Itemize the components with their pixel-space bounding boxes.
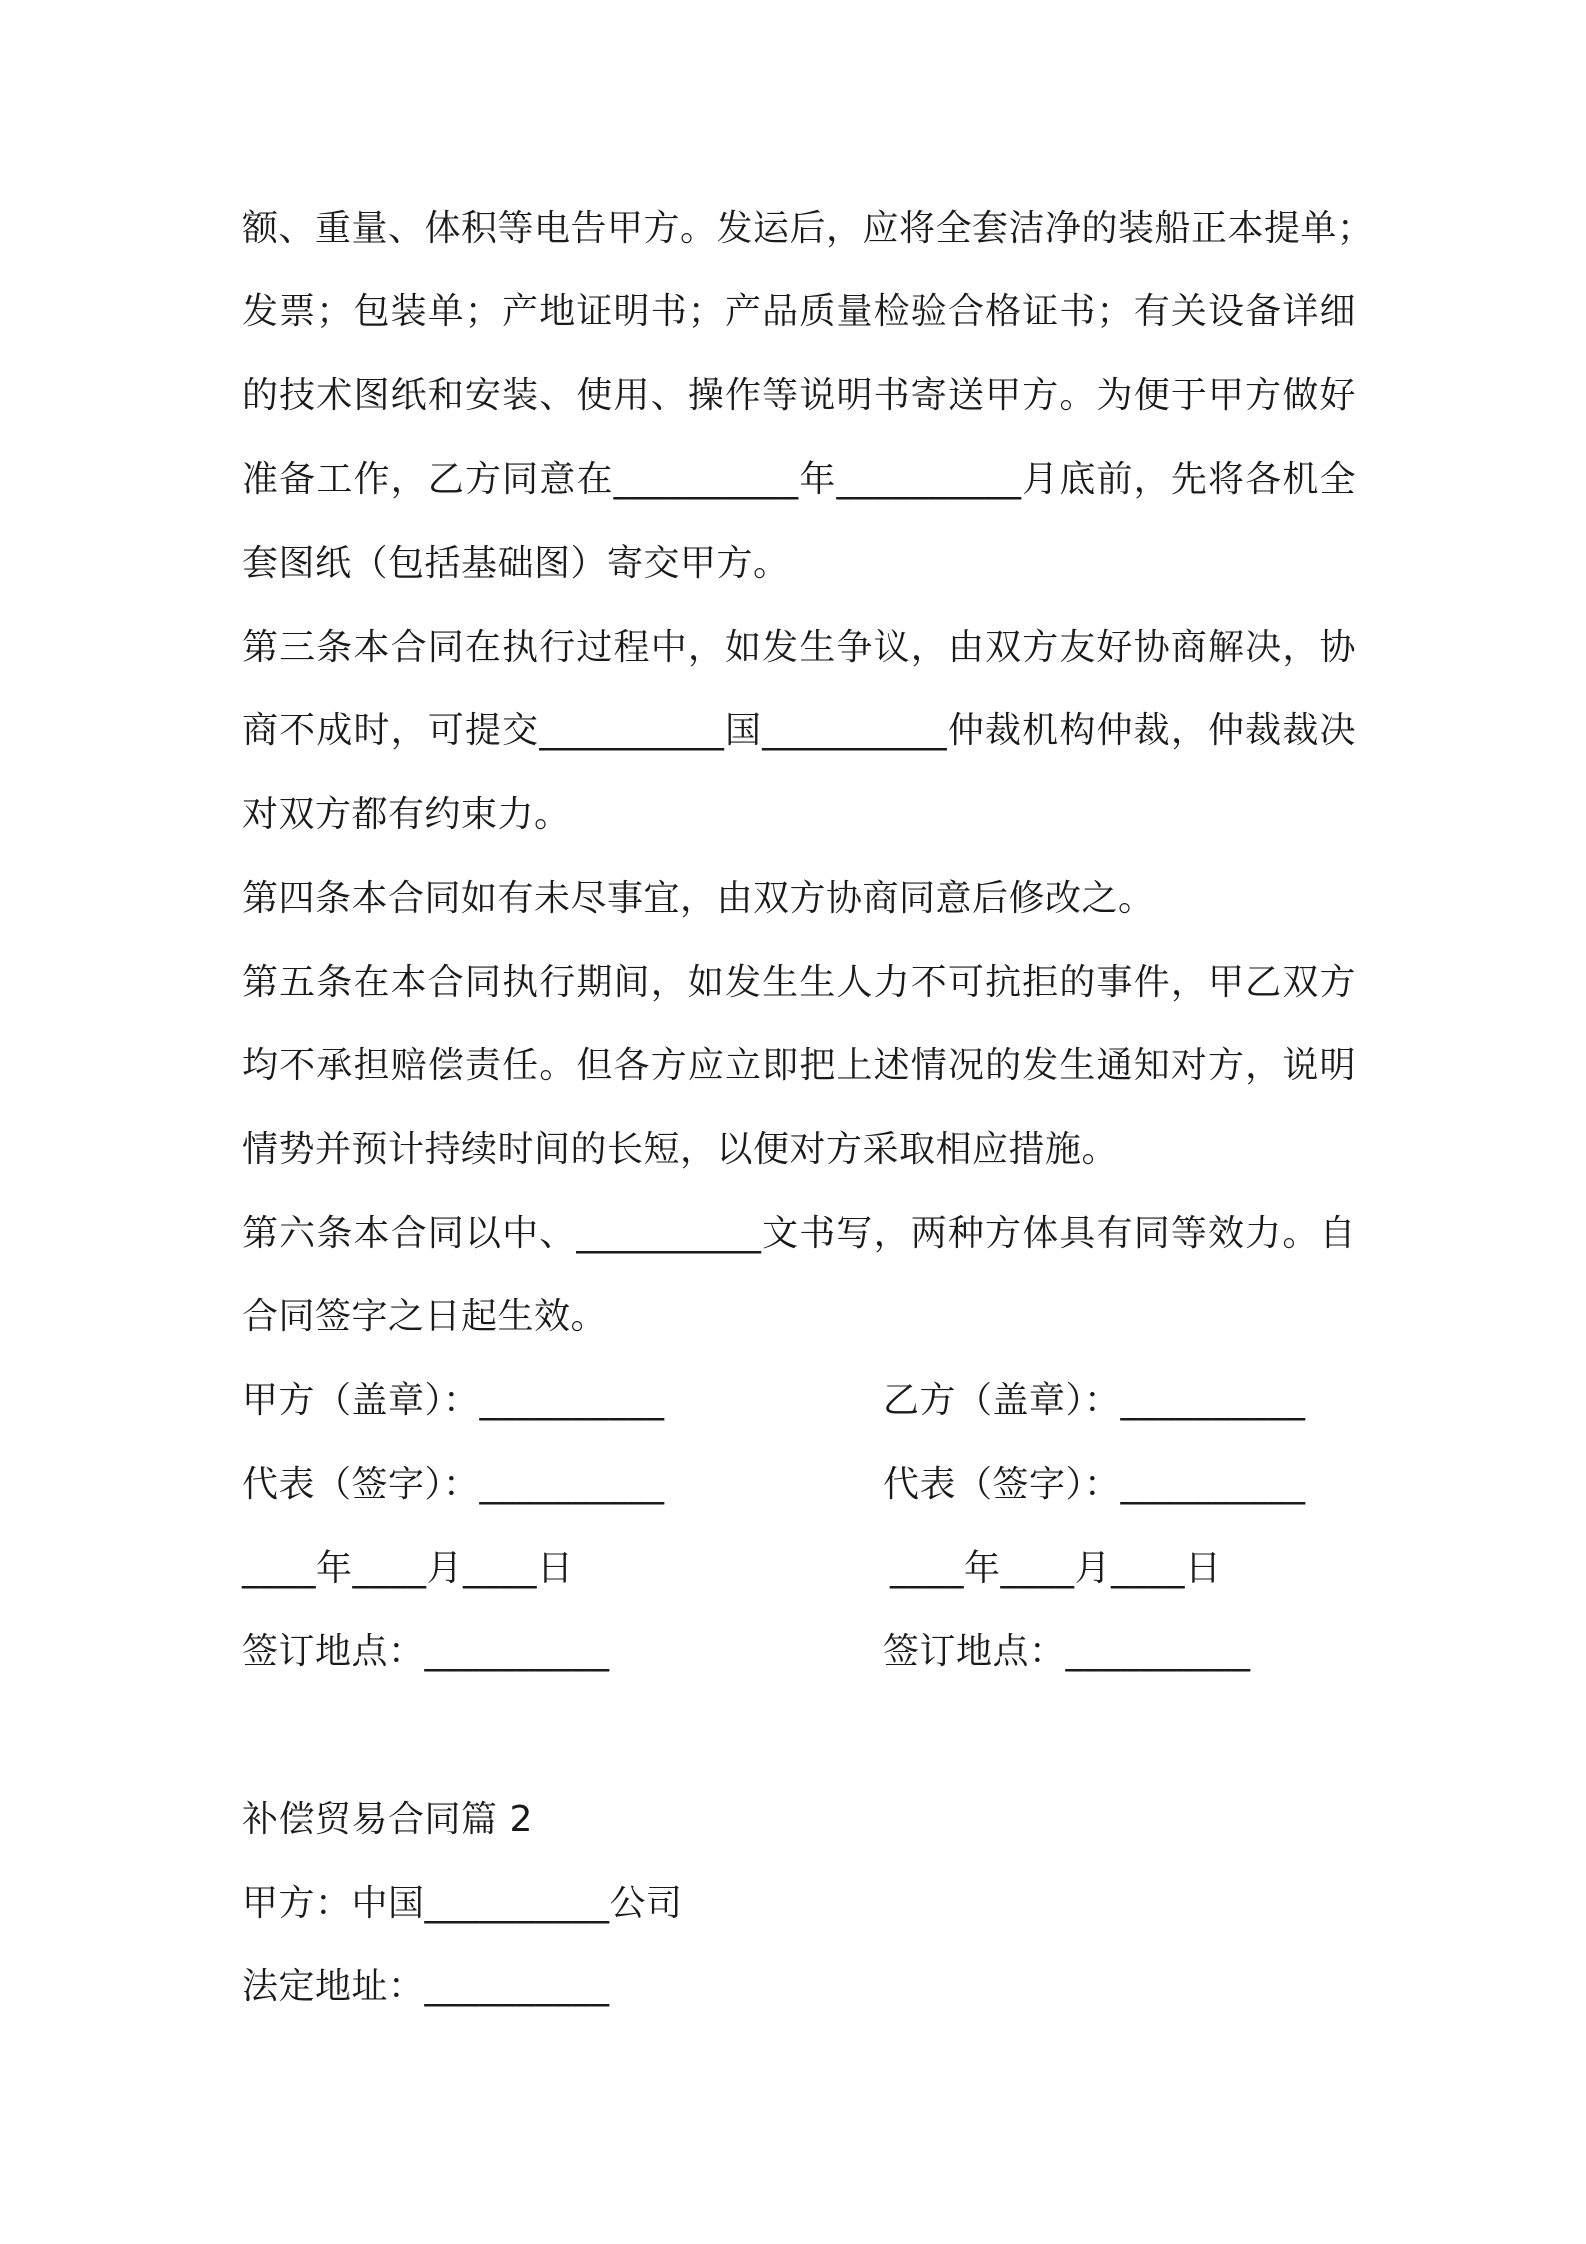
article-4-line: 第四条本合同如有未尽事宜，由双方协商同意后修改之。 [242, 878, 1155, 919]
article-6-line: 合同签字之日起生效。 [242, 1296, 608, 1337]
party-b-seal: 乙方（盖章）：__________ [883, 1380, 1306, 1421]
article-5-line: 均不承担赔偿责任。但各方应立即把上述情况的发生通知对方，说明 [242, 1045, 1356, 1086]
paragraph-line: 额、重量、体积等电告甲方。发运后，应将全套洁净的装船正本提单； [242, 208, 1374, 249]
article-3-line: 商不成时，可提交__________国__________仲裁机构仲裁，仲裁裁决 [242, 710, 1356, 751]
article-5-line: 第五条在本合同执行期间，如发生生人力不可抗拒的事件，甲乙双方 [242, 962, 1356, 1003]
party-a-representative: 代表（签字）：__________ [242, 1464, 665, 1505]
paragraph-line: 的技术图纸和安装、使用、操作等说明书寄送甲方。为便于甲方做好 [242, 375, 1356, 416]
paragraph-line: 套图纸（包括基础图）寄交甲方。 [242, 543, 790, 584]
party-b-date: ____年____月____日 [890, 1548, 1222, 1589]
paragraph-line: 发票；包装单；产地证明书；产品质量检验合格证书；有关设备详细 [242, 291, 1356, 332]
party-a-seal: 甲方（盖章）：__________ [242, 1380, 665, 1421]
contract-2-party-a: 甲方：中国__________公司 [242, 1883, 683, 1924]
party-b-place: 签订地点：__________ [883, 1631, 1251, 1672]
article-6-line: 第六条本合同以中、__________文书写，两种方体具有同等效力。自 [242, 1213, 1356, 1254]
party-b-representative: 代表（签字）：__________ [883, 1464, 1306, 1505]
article-3-line: 第三条本合同在执行过程中，如发生争议，由双方友好协商解决，协 [242, 627, 1356, 668]
contract-2-legal-address: 法定地址：__________ [242, 1966, 610, 2007]
party-a-place: 签订地点：__________ [242, 1631, 610, 1672]
article-5-line: 情势并预计持续时间的长短，以便对方采取相应措施。 [242, 1129, 1119, 1170]
paragraph-line: 准备工作，乙方同意在__________年__________月底前，先将各机全 [242, 459, 1356, 500]
article-3-line: 对双方都有约束力。 [242, 794, 571, 835]
contract-2-title: 补偿贸易合同篇 2 [242, 1799, 533, 1840]
party-a-date: ____年____月____日 [242, 1548, 574, 1589]
